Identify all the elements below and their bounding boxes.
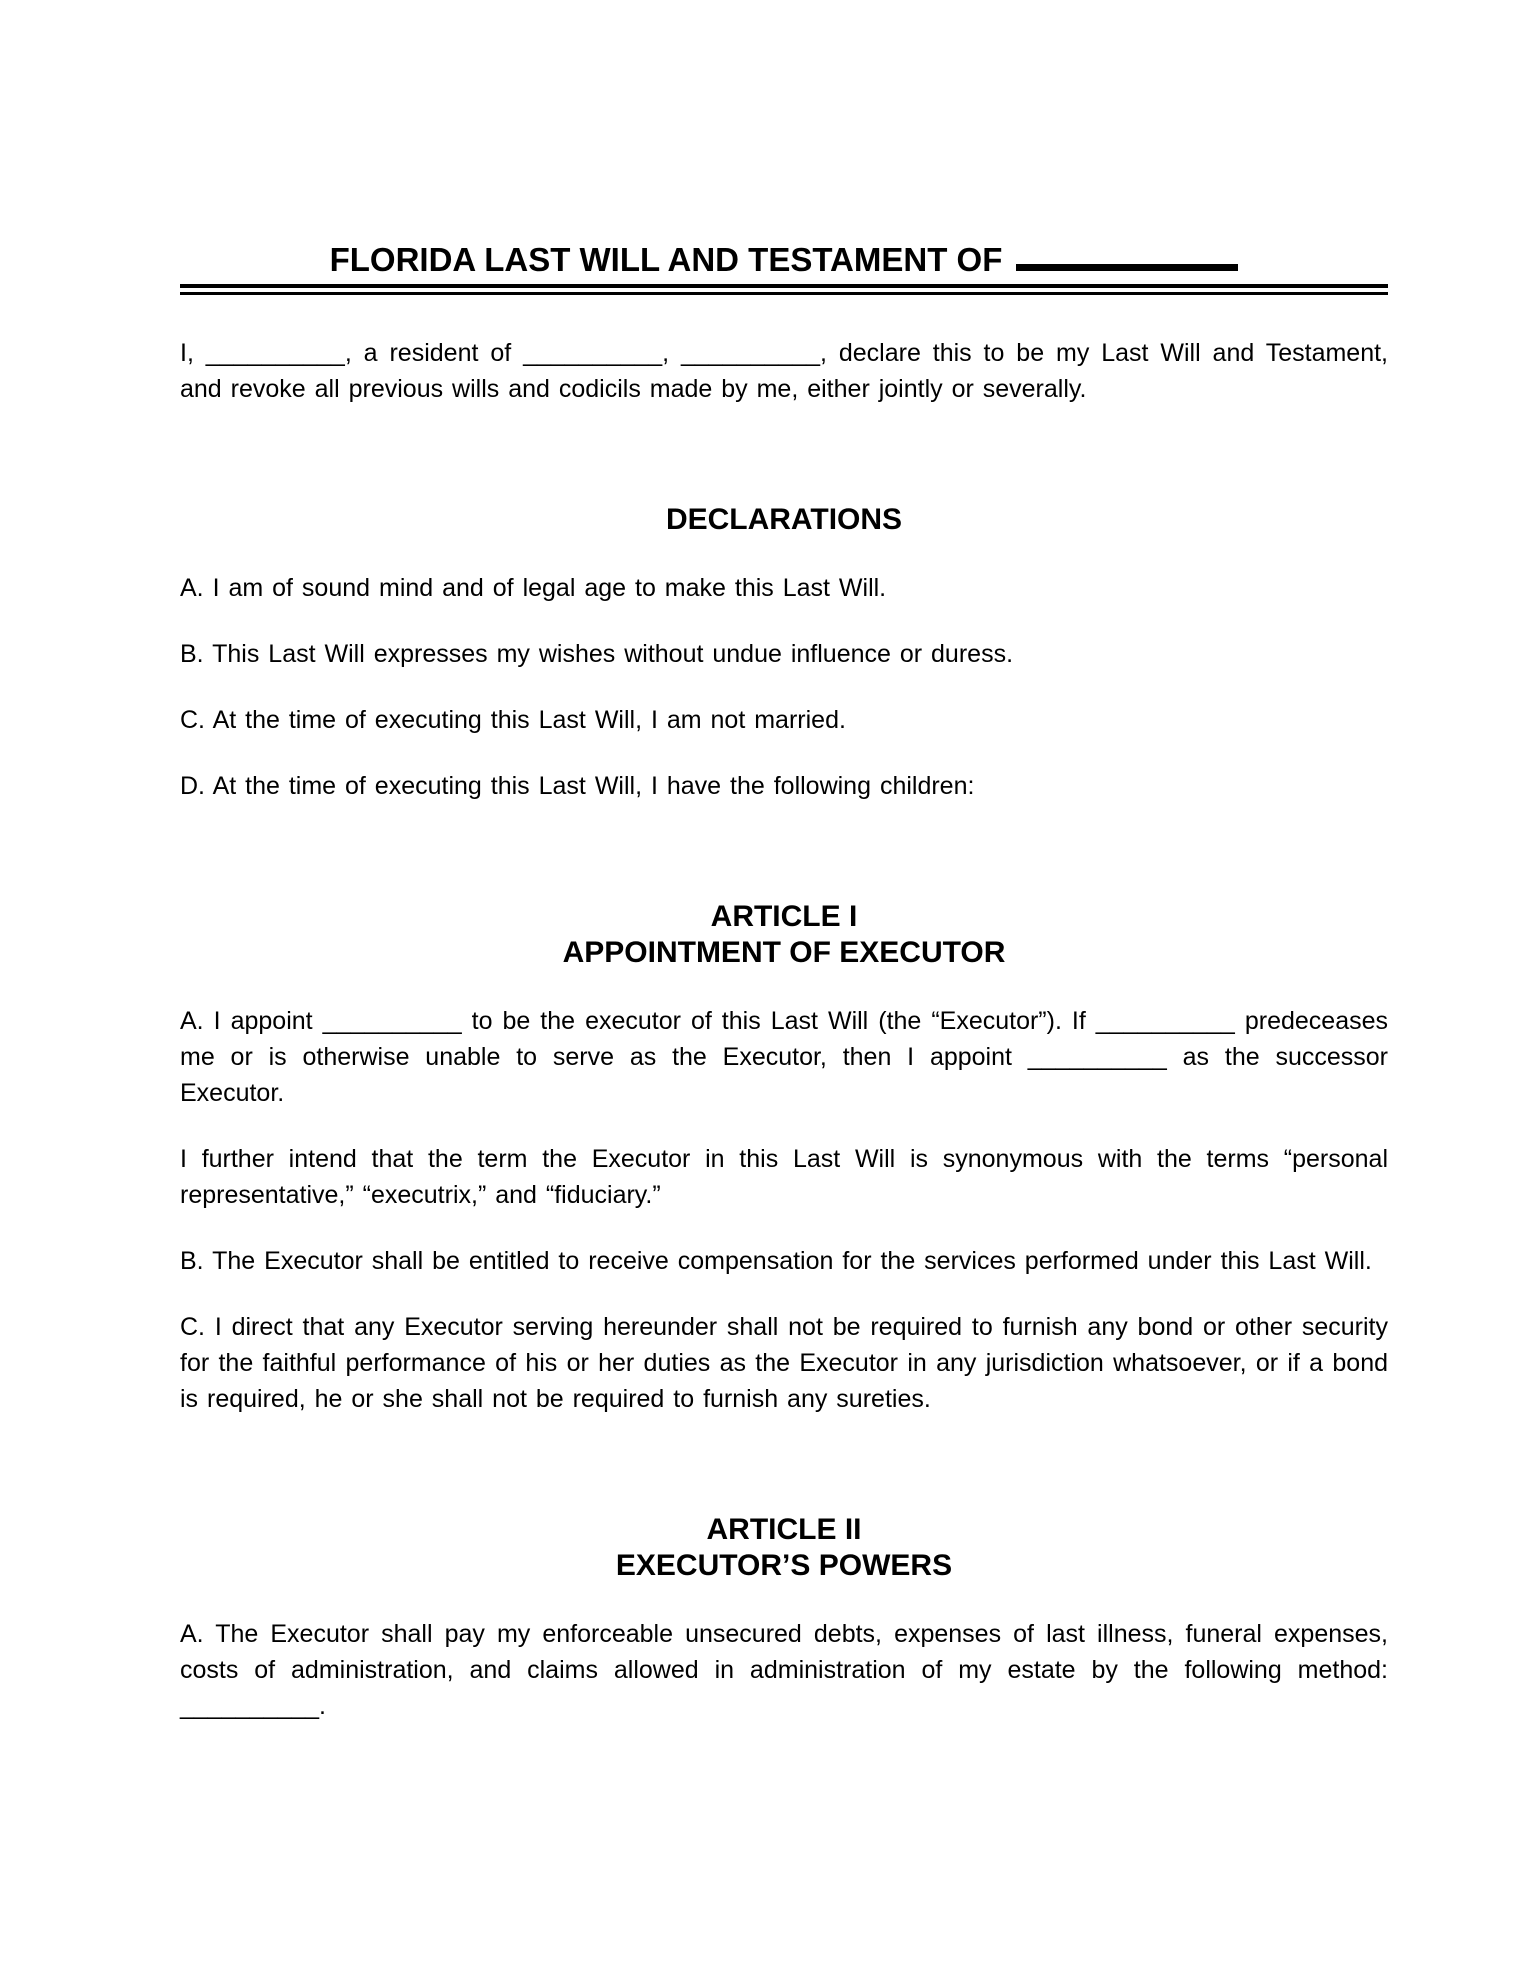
article-2-heading <box>180 1512 1388 1584</box>
section-article-2 <box>180 1512 1388 1724</box>
declaration-item-c: C. At the time of executing this Last Will, I am not married. <box>180 706 846 734</box>
article-1-paragraph-intent: I further intend that the term the Executor in this Last Will is synonymous with the terms “personal representative,” “executrix,” and “fiduciary.” <box>180 1145 1388 1209</box>
section-declarations <box>180 502 1388 804</box>
document-title-text: FLORIDA LAST WILL AND TESTAMENT OF <box>329 241 1003 278</box>
heading-subline: EXECUTOR’S POWERS <box>615 1549 953 1582</box>
declaration-item-b: B. This Last Will expresses my wishes without undue influence or duress. <box>180 640 1014 668</box>
declarations-heading <box>180 502 1388 538</box>
article-2-paragraph-a: A. The Executor shall pay my enforceable unsecured debts, expenses of last illness, funeral expenses, costs of administration, and claims allowed in administration of my estate by the following method: __________. <box>180 1620 1388 1720</box>
article-1-paragraph-b: B. The Executor shall be entitled to receive compensation for the services performed under this Last Will. <box>180 1247 1372 1275</box>
title-blank-line <box>1016 238 1238 271</box>
article-1-heading <box>180 899 1388 971</box>
heading-line: DECLARATIONS <box>665 503 903 536</box>
heading-line: ARTICLE I <box>710 900 858 933</box>
section-article-1 <box>180 899 1388 1417</box>
article-1-paragraph-a: A. I appoint __________ to be the executor of this Last Will (the “Executor”). If __________ predeceases me or is otherwise unable to serve as the Executor, then I appoint __________ as the successor Executor. <box>180 1007 1388 1107</box>
declaration-item-d: D. At the time of executing this Last Will, I have the following children: <box>180 772 975 800</box>
article-1-paragraph-c: C. I direct that any Executor serving hereunder shall not be required to furnish any bond or other security for the faithful performance of his or her duties as the Executor in any jurisdiction whatsoever, or if a bond is required, he or she shall not be required to furnish any sureties. <box>180 1313 1388 1413</box>
heading-subline: APPOINTMENT OF EXECUTOR <box>562 936 1006 969</box>
declaration-item-a: A. I am of sound mind and of legal age to make this Last Will. <box>180 574 887 602</box>
document-title <box>180 238 1388 281</box>
heading-line: ARTICLE II <box>706 1513 862 1546</box>
title-divider-rule <box>180 284 1388 295</box>
intro-paragraph: I, __________, a resident of __________, __________, declare this to be my Last Will and Testament, and revoke all previous wills and codicils made by me, either jointly or severally. <box>180 339 1388 403</box>
